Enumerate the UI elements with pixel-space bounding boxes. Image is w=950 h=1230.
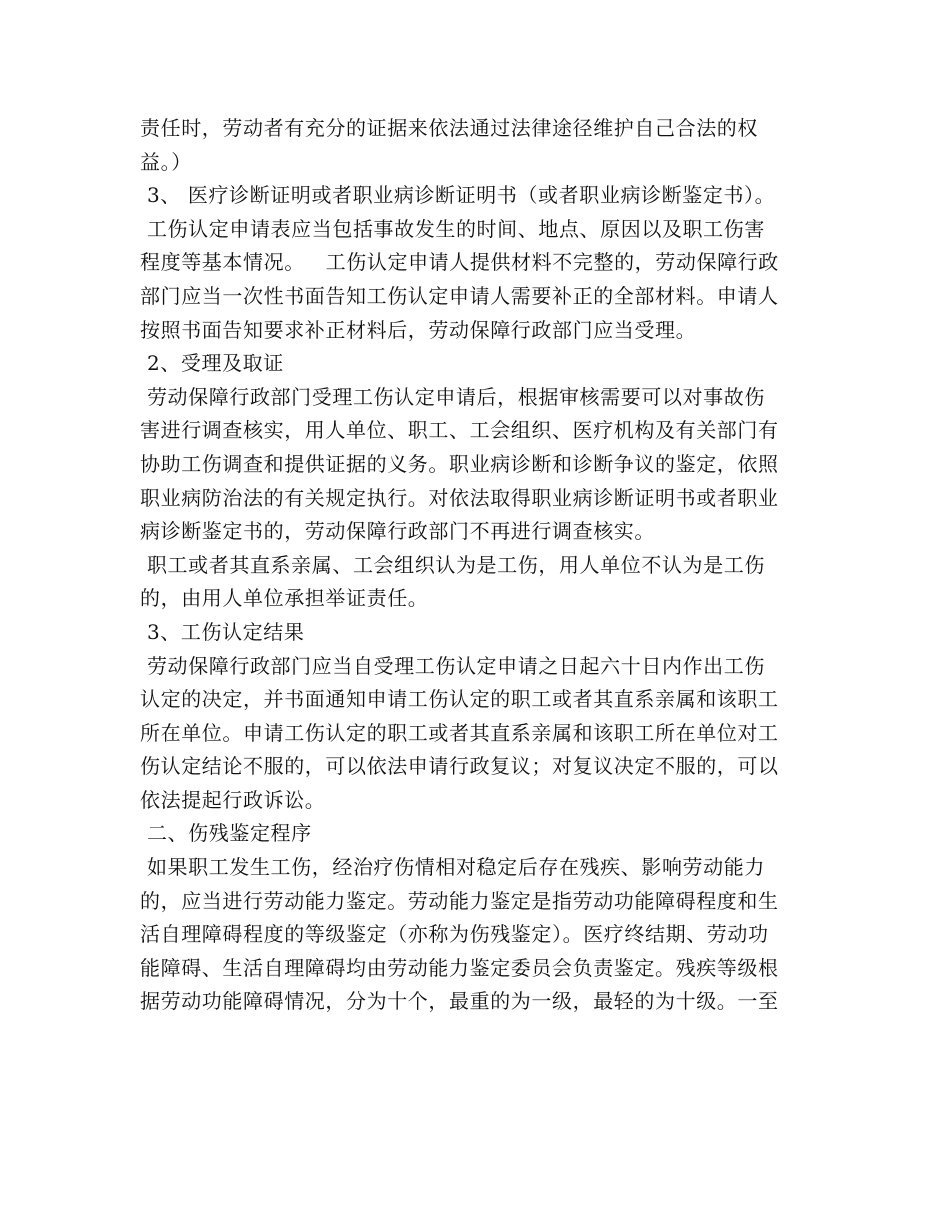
document-page — [140, 112, 820, 1019]
text-line: 益。） — [140, 149, 192, 174]
section-heading: 3、工伤认定结果 — [140, 619, 305, 644]
text-line: 的，应当进行劳动能力鉴定。劳动能力鉴定是指劳动功能障碍程度和生 — [140, 888, 779, 913]
text-line: 据劳动功能障碍情况，分为十个，最重的为一级，最轻的为十级。一至 — [140, 989, 779, 1014]
text-line: 活自理障碍程度的等级鉴定（亦称为伤残鉴定）。医疗终结期、劳动功 — [140, 922, 769, 947]
text-line: 协助工伤调查和提供证据的义务。职业病诊断和诊断争议的鉴定，依照 — [140, 451, 779, 476]
section-heading: 2、受理及取证 — [140, 351, 284, 376]
text-line: 工伤认定申请表应当包括事故发生的时间、地点、原因以及职工伤害 — [140, 216, 765, 241]
text-line: 按照书面告知要求补正材料后，劳动保障行政部门应当受理。 — [140, 317, 697, 342]
text-line: 所在单位。申请工伤认定的职工或者其直系亲属和该职工所在单位对工 — [140, 720, 779, 745]
text-line: 劳动保障行政部门受理工伤认定申请后，根据审核需要可以对事故伤 — [140, 384, 765, 409]
text-line: 能障碍、生活自理障碍均由劳动能力鉴定委员会负责鉴定。残疾等级根 — [140, 955, 779, 980]
text-line: 依法提起行政诉讼。 — [140, 787, 326, 812]
text-line: 劳动保障行政部门应当自受理工伤认定申请之日起六十日内作出工伤 — [140, 653, 765, 678]
section-heading: 二、伤残鉴定程序 — [140, 821, 312, 846]
text-line: 职业病防治法的有关规定执行。对依法取得职业病诊断证明书或者职业 — [140, 485, 779, 510]
text-line: 病诊断鉴定书的，劳动保障行政部门不再进行调查核实。 — [140, 519, 655, 544]
text-line: 害进行调查核实，用人单位、职工、工会组织、医疗机构及有关部门有 — [140, 418, 779, 443]
text-line: 认定的决定，并书面通知申请工伤认定的职工或者其直系亲属和该职工 — [140, 687, 779, 712]
text-line: 如果职工发生工伤，经治疗伤情相对稳定后存在残疾、影响劳动能力 — [140, 855, 765, 880]
text-line: 伤认定结论不服的，可以依法申请行政复议；对复议决定不服的，可以 — [140, 754, 779, 779]
text-line: 部门应当一次性书面告知工伤认定申请人需要补正的全部材料。申请人 — [140, 283, 779, 308]
text-line: 职工或者其直系亲属、工会组织认为是工伤，用人单位不认为是工伤 — [140, 552, 765, 577]
text-line: 的，由用人单位承担举证责任。 — [140, 586, 429, 611]
text-line: 程度等基本情况。 工伤认定申请人提供材料不完整的，劳动保障行政 — [140, 250, 779, 275]
text-line: 责任时，劳动者有充分的证据来依法通过法律途径维护自己合法的权 — [140, 116, 758, 140]
text-line: 3、 医疗诊断证明或者职业病诊断证明书（或者职业病诊断鉴定书）。 — [140, 183, 776, 208]
